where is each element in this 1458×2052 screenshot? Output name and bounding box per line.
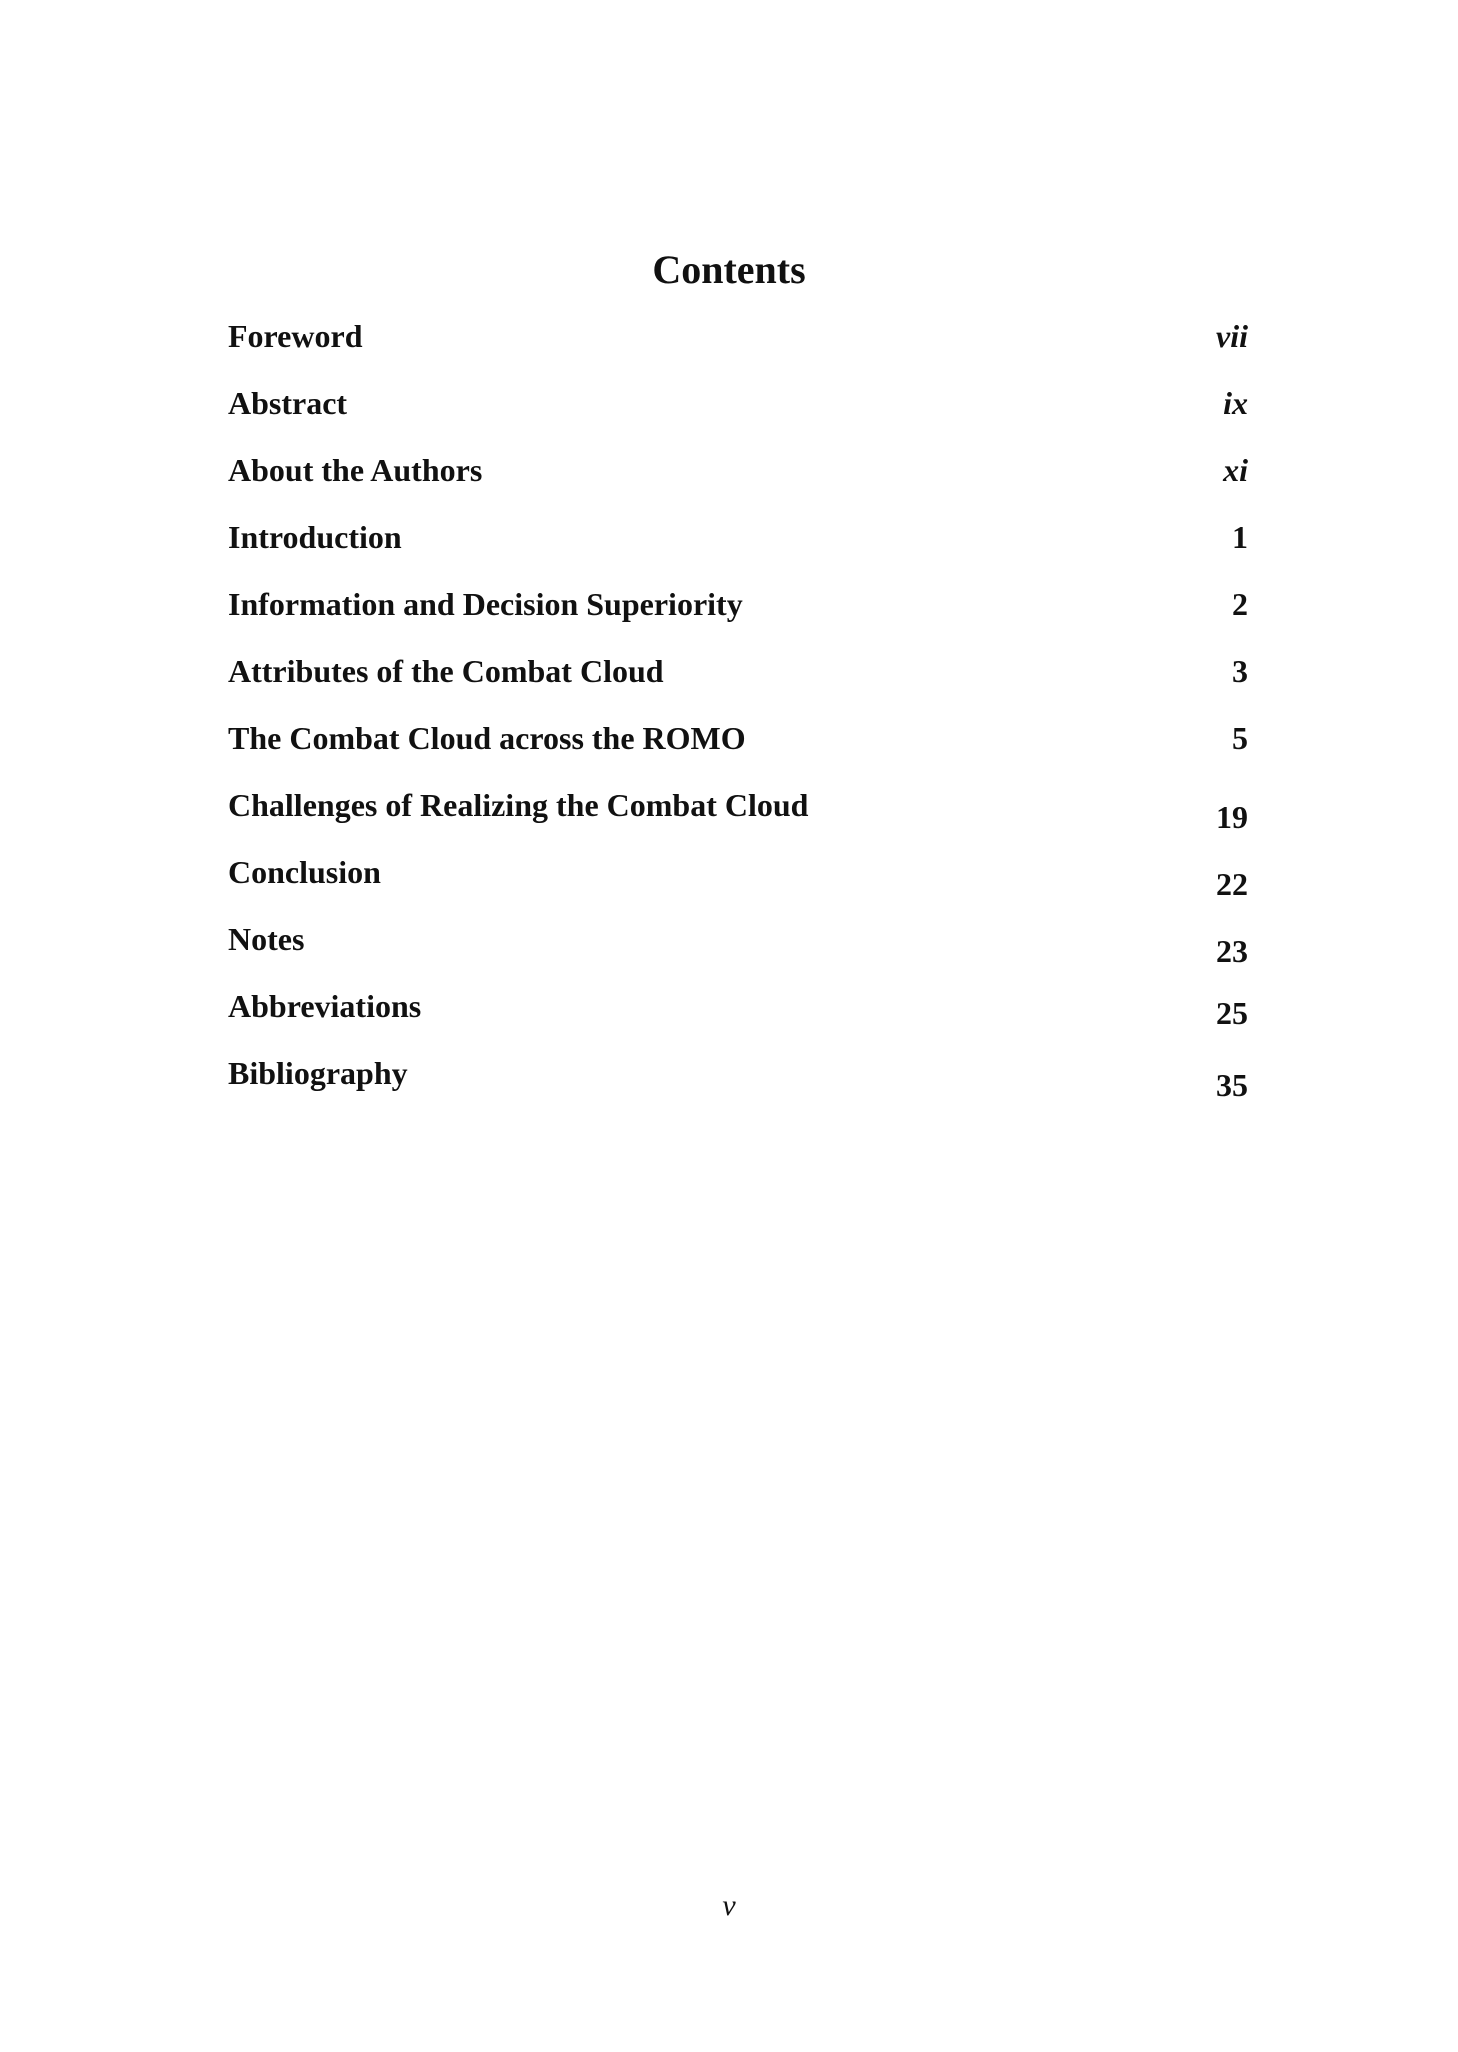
toc-entry-page: 22 — [1216, 866, 1248, 902]
toc-entry-page: 35 — [1216, 1067, 1248, 1103]
toc-entry-page: vii — [1216, 318, 1248, 354]
toc-entry-title: Abbreviations — [228, 988, 422, 1024]
toc-entry-page: 25 — [1216, 995, 1248, 1031]
toc-entry[interactable] — [228, 517, 1248, 567]
toc-entry[interactable] — [228, 383, 1248, 433]
toc-entry-title: Foreword — [228, 318, 363, 354]
toc-entry-page: 5 — [1232, 720, 1248, 756]
toc-entry-title: Information and Decision Superiority — [228, 586, 743, 622]
toc-entry[interactable] — [228, 584, 1248, 634]
toc-entry-page: 1 — [1232, 519, 1248, 555]
toc-entry[interactable] — [228, 919, 1248, 969]
toc-entry-page: 23 — [1216, 933, 1248, 969]
toc-entry-page: 2 — [1232, 586, 1248, 622]
toc-entry-title: Bibliography — [228, 1055, 408, 1091]
toc-entry[interactable] — [228, 986, 1248, 1036]
toc-entry-page: xi — [1223, 452, 1248, 488]
toc-entry-title: The Combat Cloud across the ROMO — [228, 720, 746, 756]
toc-entry[interactable] — [228, 852, 1248, 902]
toc-entry[interactable] — [228, 718, 1248, 768]
toc-entry-title: Notes — [228, 921, 305, 957]
toc-entry-page: 3 — [1232, 653, 1248, 689]
page-number: v — [722, 1889, 736, 1922]
toc-entry[interactable] — [228, 450, 1248, 500]
toc-entry[interactable] — [228, 1053, 1248, 1103]
toc-entry-title: Abstract — [228, 385, 348, 421]
toc-entry-title: Attributes of the Combat Cloud — [228, 653, 664, 689]
contents-heading: Contents — [652, 247, 806, 292]
toc-entry-title: Conclusion — [228, 854, 381, 890]
toc-entry-title: Challenges of Realizing the Combat Cloud — [228, 787, 809, 823]
toc-entry-page: ix — [1223, 385, 1248, 421]
toc-entry[interactable] — [228, 316, 1248, 366]
toc-entry-page: 19 — [1216, 799, 1248, 835]
toc-entry[interactable] — [228, 785, 1248, 835]
toc-entry[interactable] — [228, 651, 1248, 701]
toc-entry-title: About the Authors — [228, 452, 483, 488]
toc-entry-title: Introduction — [228, 519, 402, 555]
